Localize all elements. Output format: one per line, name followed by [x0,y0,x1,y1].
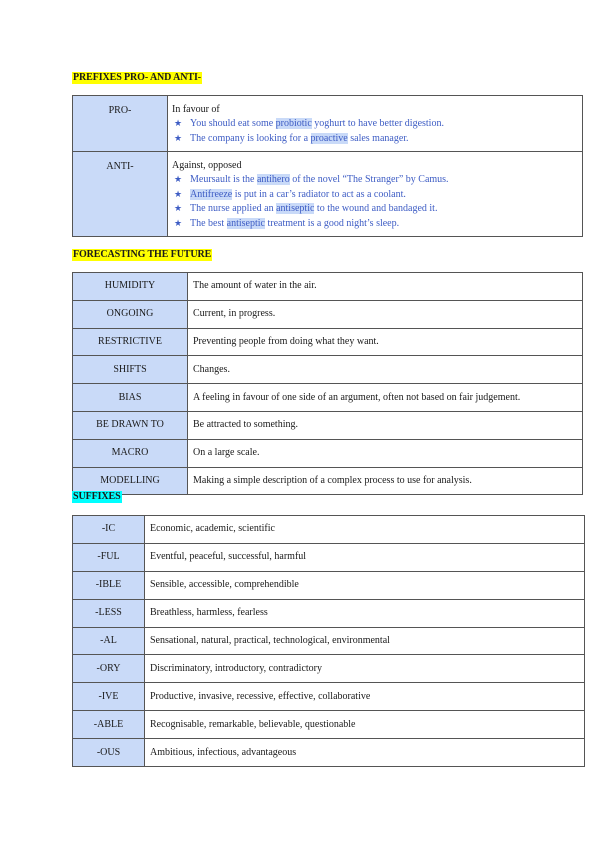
table-row [73,739,585,767]
highlighted-word: antiseptic [276,203,315,214]
prefix-meaning: Against, opposed [172,160,242,171]
example-sentence: ★ The nurse applied an antiseptic to the wound and bandaged it. [190,202,582,217]
example-sentence: ★ You should eat some probiotic yoghurt to have better digestion. [190,117,582,132]
term-cell: SHIFTS [73,356,188,384]
suffix-cell: -IC [73,516,145,544]
suffix-cell: -LESS [73,599,145,627]
table-row [73,152,583,237]
examples-cell: Discriminatory, introductory, contradictory [145,655,585,683]
prefix-cell: ANTI- [73,152,168,237]
table-row [73,711,585,739]
suffix-cell: -ORY [73,655,145,683]
term-cell: MACRO [73,439,188,467]
table-row [73,439,583,467]
prefix-meaning: In favour of [172,104,220,115]
term-cell: RESTRICTIVE [73,328,188,356]
definition-cell: A feeling in favour of one side of an argument, often not based on fair judgement. [188,384,583,412]
section-heading-suffixes: SUFFIXES [73,491,121,502]
highlighted-word: Antifreeze [190,188,233,200]
star-bullet-icon: ★ [174,119,183,129]
table-row [73,273,583,301]
table-row [73,411,583,439]
section-heading-prefixes: PREFIXES PRO- AND ANTI- [73,72,201,83]
examples-cell: Economic, academic, scientific [145,516,585,544]
definition-cell: Changes. [188,356,583,384]
star-bullet-icon: ★ [174,189,183,200]
term-cell: BIAS [73,384,188,412]
term-cell: BE DRAWN TO [73,411,188,439]
examples-cell: Ambitious, infectious, advantageous [145,739,585,767]
highlighted-word: antiseptic [226,217,265,229]
definition-cell: Making a simple description of a complex process to use for analysis. [188,467,583,495]
examples-cell: Sensational, natural, practical, technological, environmental [145,627,585,655]
suffix-cell: -IVE [73,683,145,711]
term-cell: MODELLING [73,467,188,495]
suffix-cell: -AL [73,627,145,655]
example-sentence: ★ The company is looking for a proactive sales manager. [190,132,582,147]
table-row [73,328,583,356]
definition-cell: Current, in progress. [188,300,583,328]
table-row [73,516,585,544]
examples-cell: Breathless, harmless, fearless [145,599,585,627]
table-row [73,467,583,495]
table-row [73,599,585,627]
example-sentence: ★ Meursault is the antihero of the novel “The Stranger” by Camus. [190,173,582,188]
star-bullet-icon: ★ [174,175,183,185]
table-row [73,96,583,152]
example-list [172,173,582,231]
highlighted-word: proactive [310,132,348,144]
prefix-cell: PRO- [73,96,168,152]
definition-cell: The amount of water in the air. [188,273,583,301]
example-sentence: ★ Antifreeze is put in a car’s radiator to act as a coolant. [190,188,582,203]
suffixes-table [72,515,585,767]
definition-cell: Preventing people from doing what they want. [188,328,583,356]
example-sentence: ★ The best antiseptic treatment is a good night’s sleep. [190,217,582,232]
prefix-description-cell [168,152,583,237]
star-bullet-icon: ★ [174,218,183,229]
table-row [73,384,583,412]
examples-cell: Eventful, peaceful, successful, harmful [145,543,585,571]
term-cell: HUMIDITY [73,273,188,301]
prefixes-table [72,95,583,237]
prefix-description-cell [168,96,583,152]
table-row [73,655,585,683]
suffix-cell: -OUS [73,739,145,767]
table-row [73,571,585,599]
highlighted-word: antihero [256,174,290,185]
definition-cell: On a large scale. [188,439,583,467]
term-cell: ONGOING [73,300,188,328]
table-row [73,300,583,328]
highlighted-word: probiotic [275,118,312,129]
section-heading-forecasting: FORECASTING THE FUTURE [73,249,212,260]
example-list [172,117,582,146]
suffix-cell: -FUL [73,543,145,571]
suffix-cell: -ABLE [73,711,145,739]
star-bullet-icon: ★ [174,204,183,214]
table-row [73,683,585,711]
table-row [73,356,583,384]
table-row [73,627,585,655]
table-row [73,543,585,571]
star-bullet-icon: ★ [174,133,183,144]
definition-cell: Be attracted to something. [188,411,583,439]
examples-cell: Productive, invasive, recessive, effective, collaborative [145,683,585,711]
suffix-cell: -IBLE [73,571,145,599]
examples-cell: Recognisable, remarkable, believable, questionable [145,711,585,739]
examples-cell: Sensible, accessible, comprehendible [145,571,585,599]
vocabulary-table [72,272,583,495]
